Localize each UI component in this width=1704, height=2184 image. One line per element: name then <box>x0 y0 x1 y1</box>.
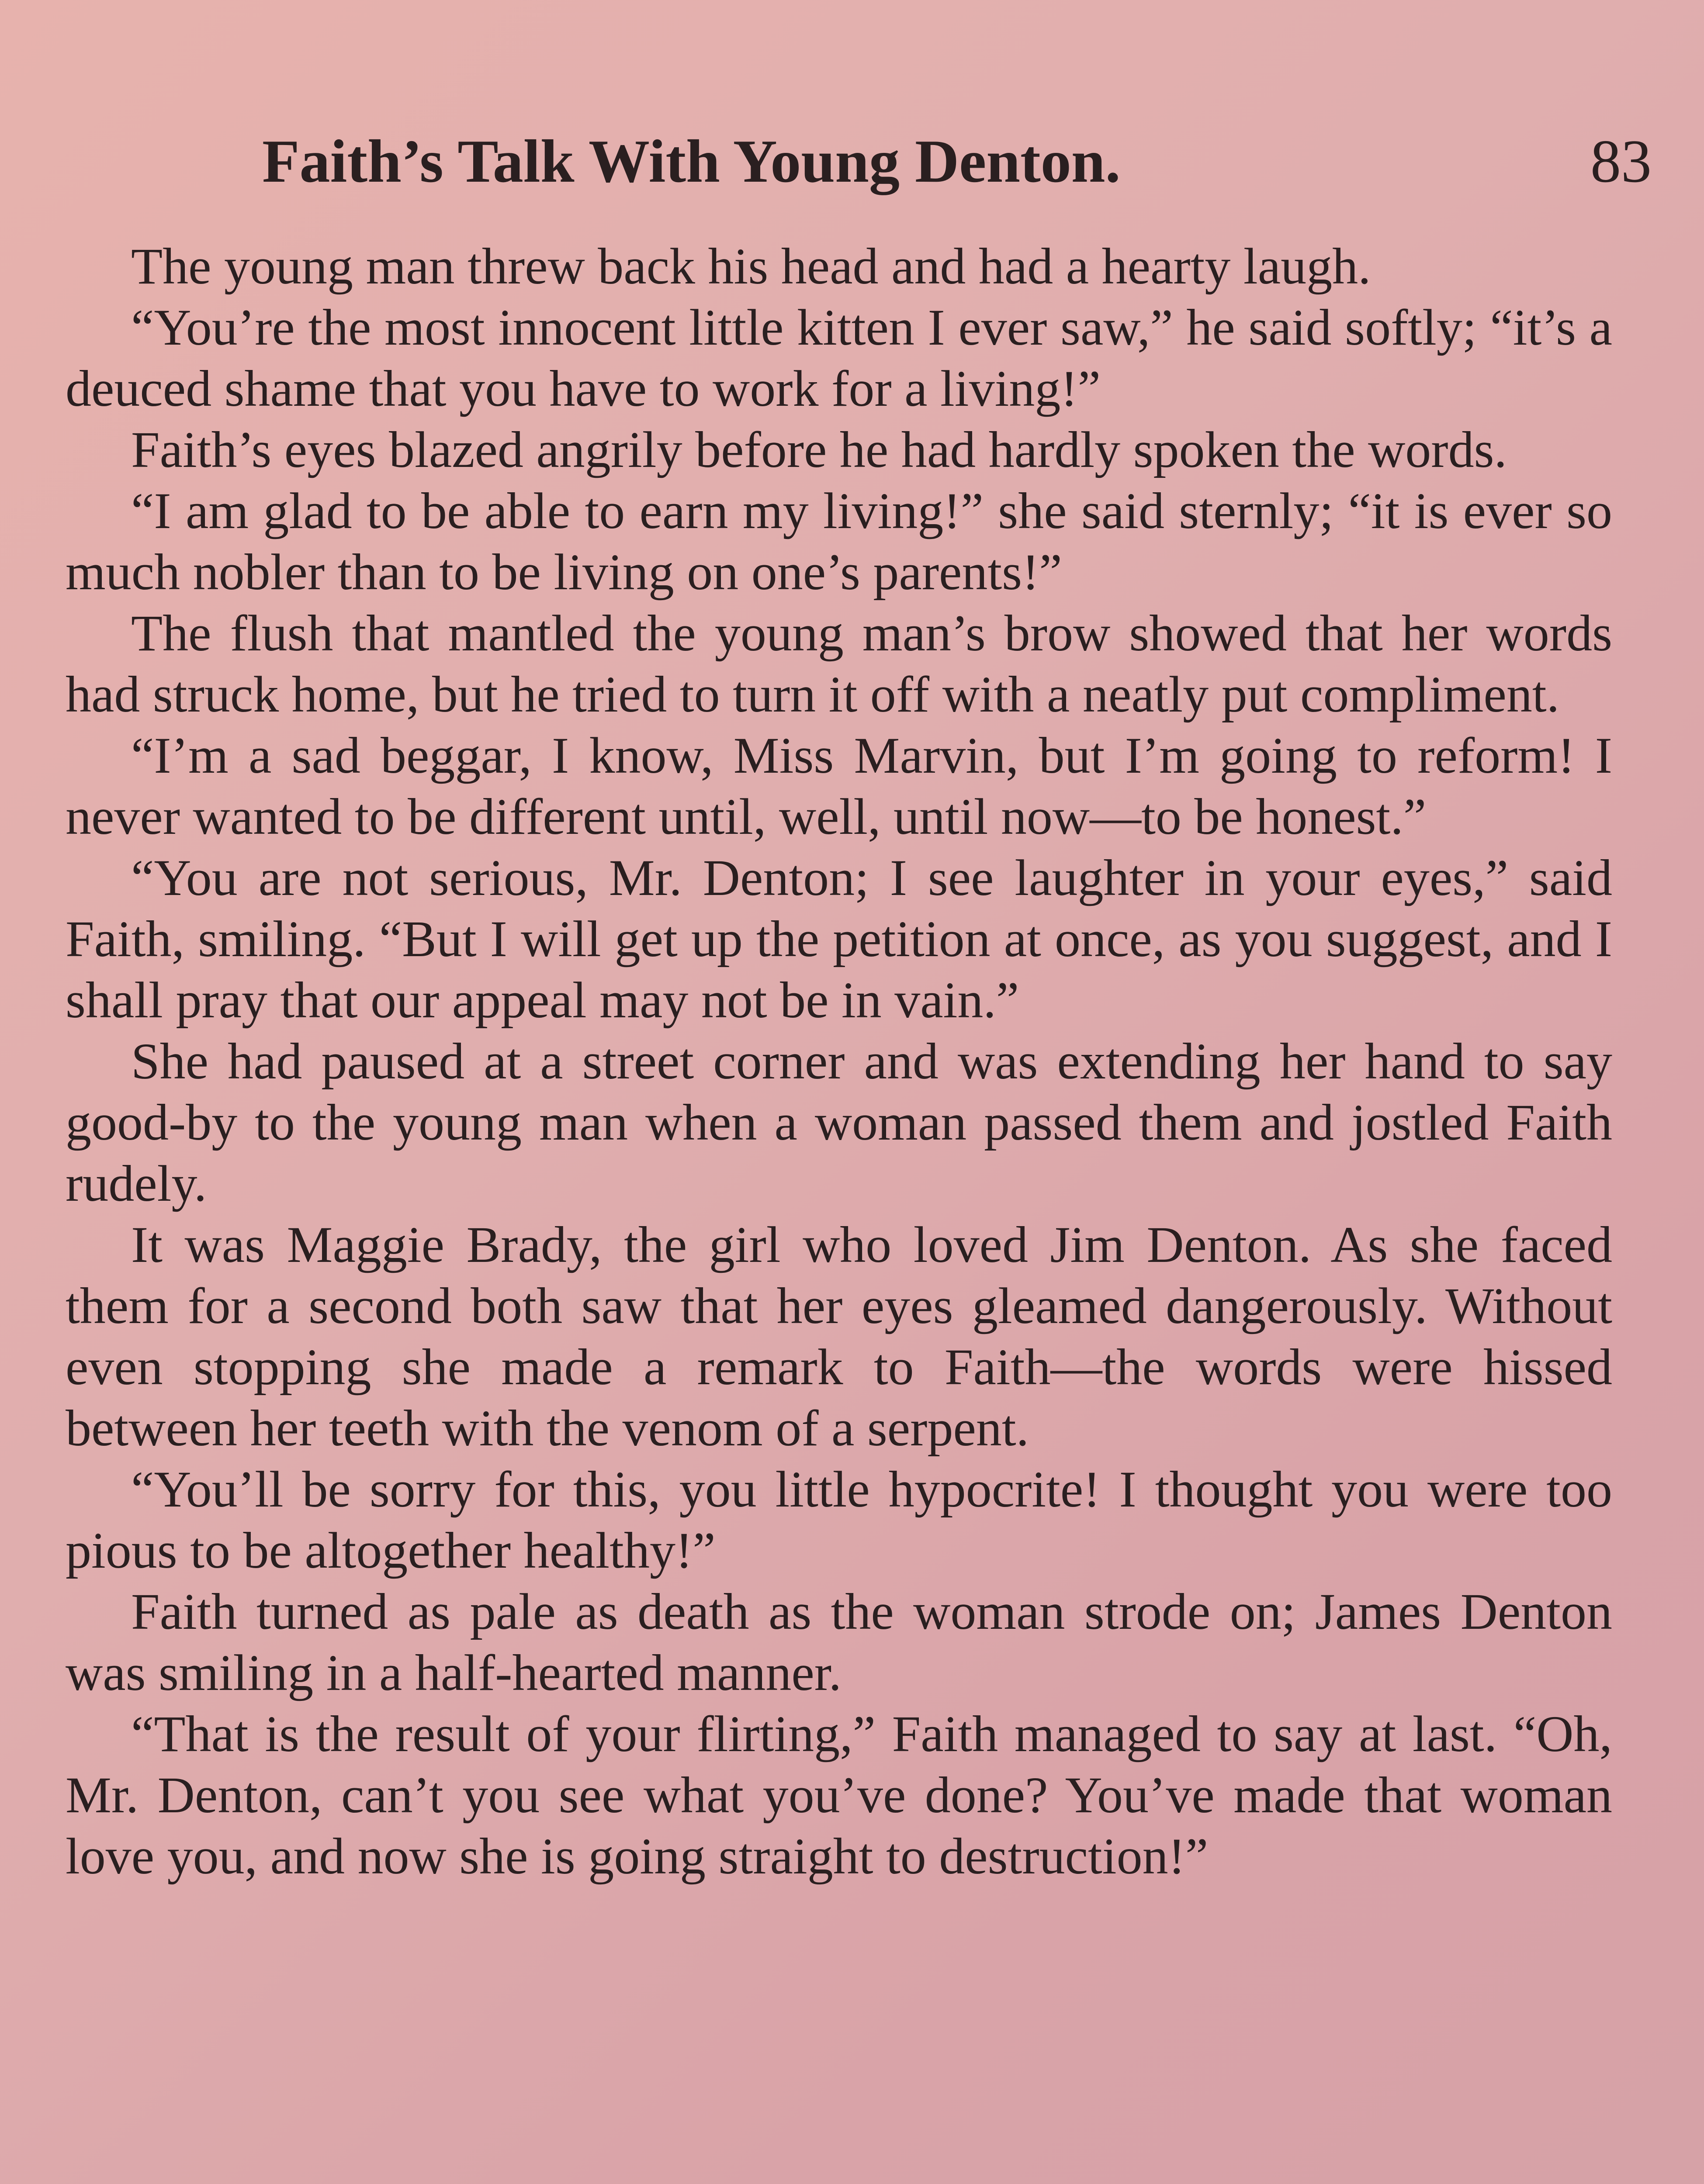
paragraph: “You’ll be sorry for this, you little hypocrite! I thought you were too pious to be altogether healthy!” <box>66 1461 1612 1579</box>
paragraph: Faith turned as pale as death as the woman strode on; James Denton was smiling in a half-hearted manner. <box>66 1583 1612 1701</box>
paragraph: “That is the result of your flirting,” Faith managed to say at last. “Oh, Mr. Denton, can’t you see what you’ve done? You’ve made that woman love you, and now she is going straight to destruction!” <box>66 1705 1612 1885</box>
paragraph: The young man threw back his head and had a hearty laugh. <box>131 238 1371 295</box>
paragraph: Faith’s eyes blazed angrily before he had hardly spoken the words. <box>131 421 1507 478</box>
paragraph: “You are not serious, Mr. Denton; I see laughter in your eyes,” said Faith, smiling. “But I will get up the petition at once, as you suggest, and I shall pray that our appeal may not be in vain.” <box>66 849 1612 1029</box>
paragraph: She had paused at a street corner and was extending her hand to say good-by to the young man when a woman passed them and jostled Faith rudely. <box>66 1033 1612 1212</box>
paragraph: “I’m a sad beggar, I know, Miss Marvin, but I’m going to reform! I never wanted to be different until, well, until now—to be honest.” <box>66 727 1612 845</box>
running-head: Faith’s Talk With Young Denton. <box>262 128 1121 195</box>
paragraph: “I am glad to be able to earn my living!” she said sternly; “it is ever so much nobler than to be living on one’s parents!” <box>66 482 1612 601</box>
paragraph: “You’re the most innocent little kitten I ever saw,” he said softly; “it’s a deuced shame that you have to work for a living!” <box>66 299 1612 417</box>
paragraph: The flush that mantled the young man’s brow showed that her words had struck home, but he tried to turn it off with a neatly put compliment. <box>66 605 1612 723</box>
page-number: 83 <box>1590 128 1652 195</box>
body-text <box>66 236 1612 2184</box>
paragraph: It was Maggie Brady, the girl who loved Jim Denton. As she faced them for a second both saw that her eyes gleamed dangerously. Without even stopping she made a remark to Faith—the words were hissed between her teeth with the venom of a serpent. <box>66 1216 1612 1457</box>
